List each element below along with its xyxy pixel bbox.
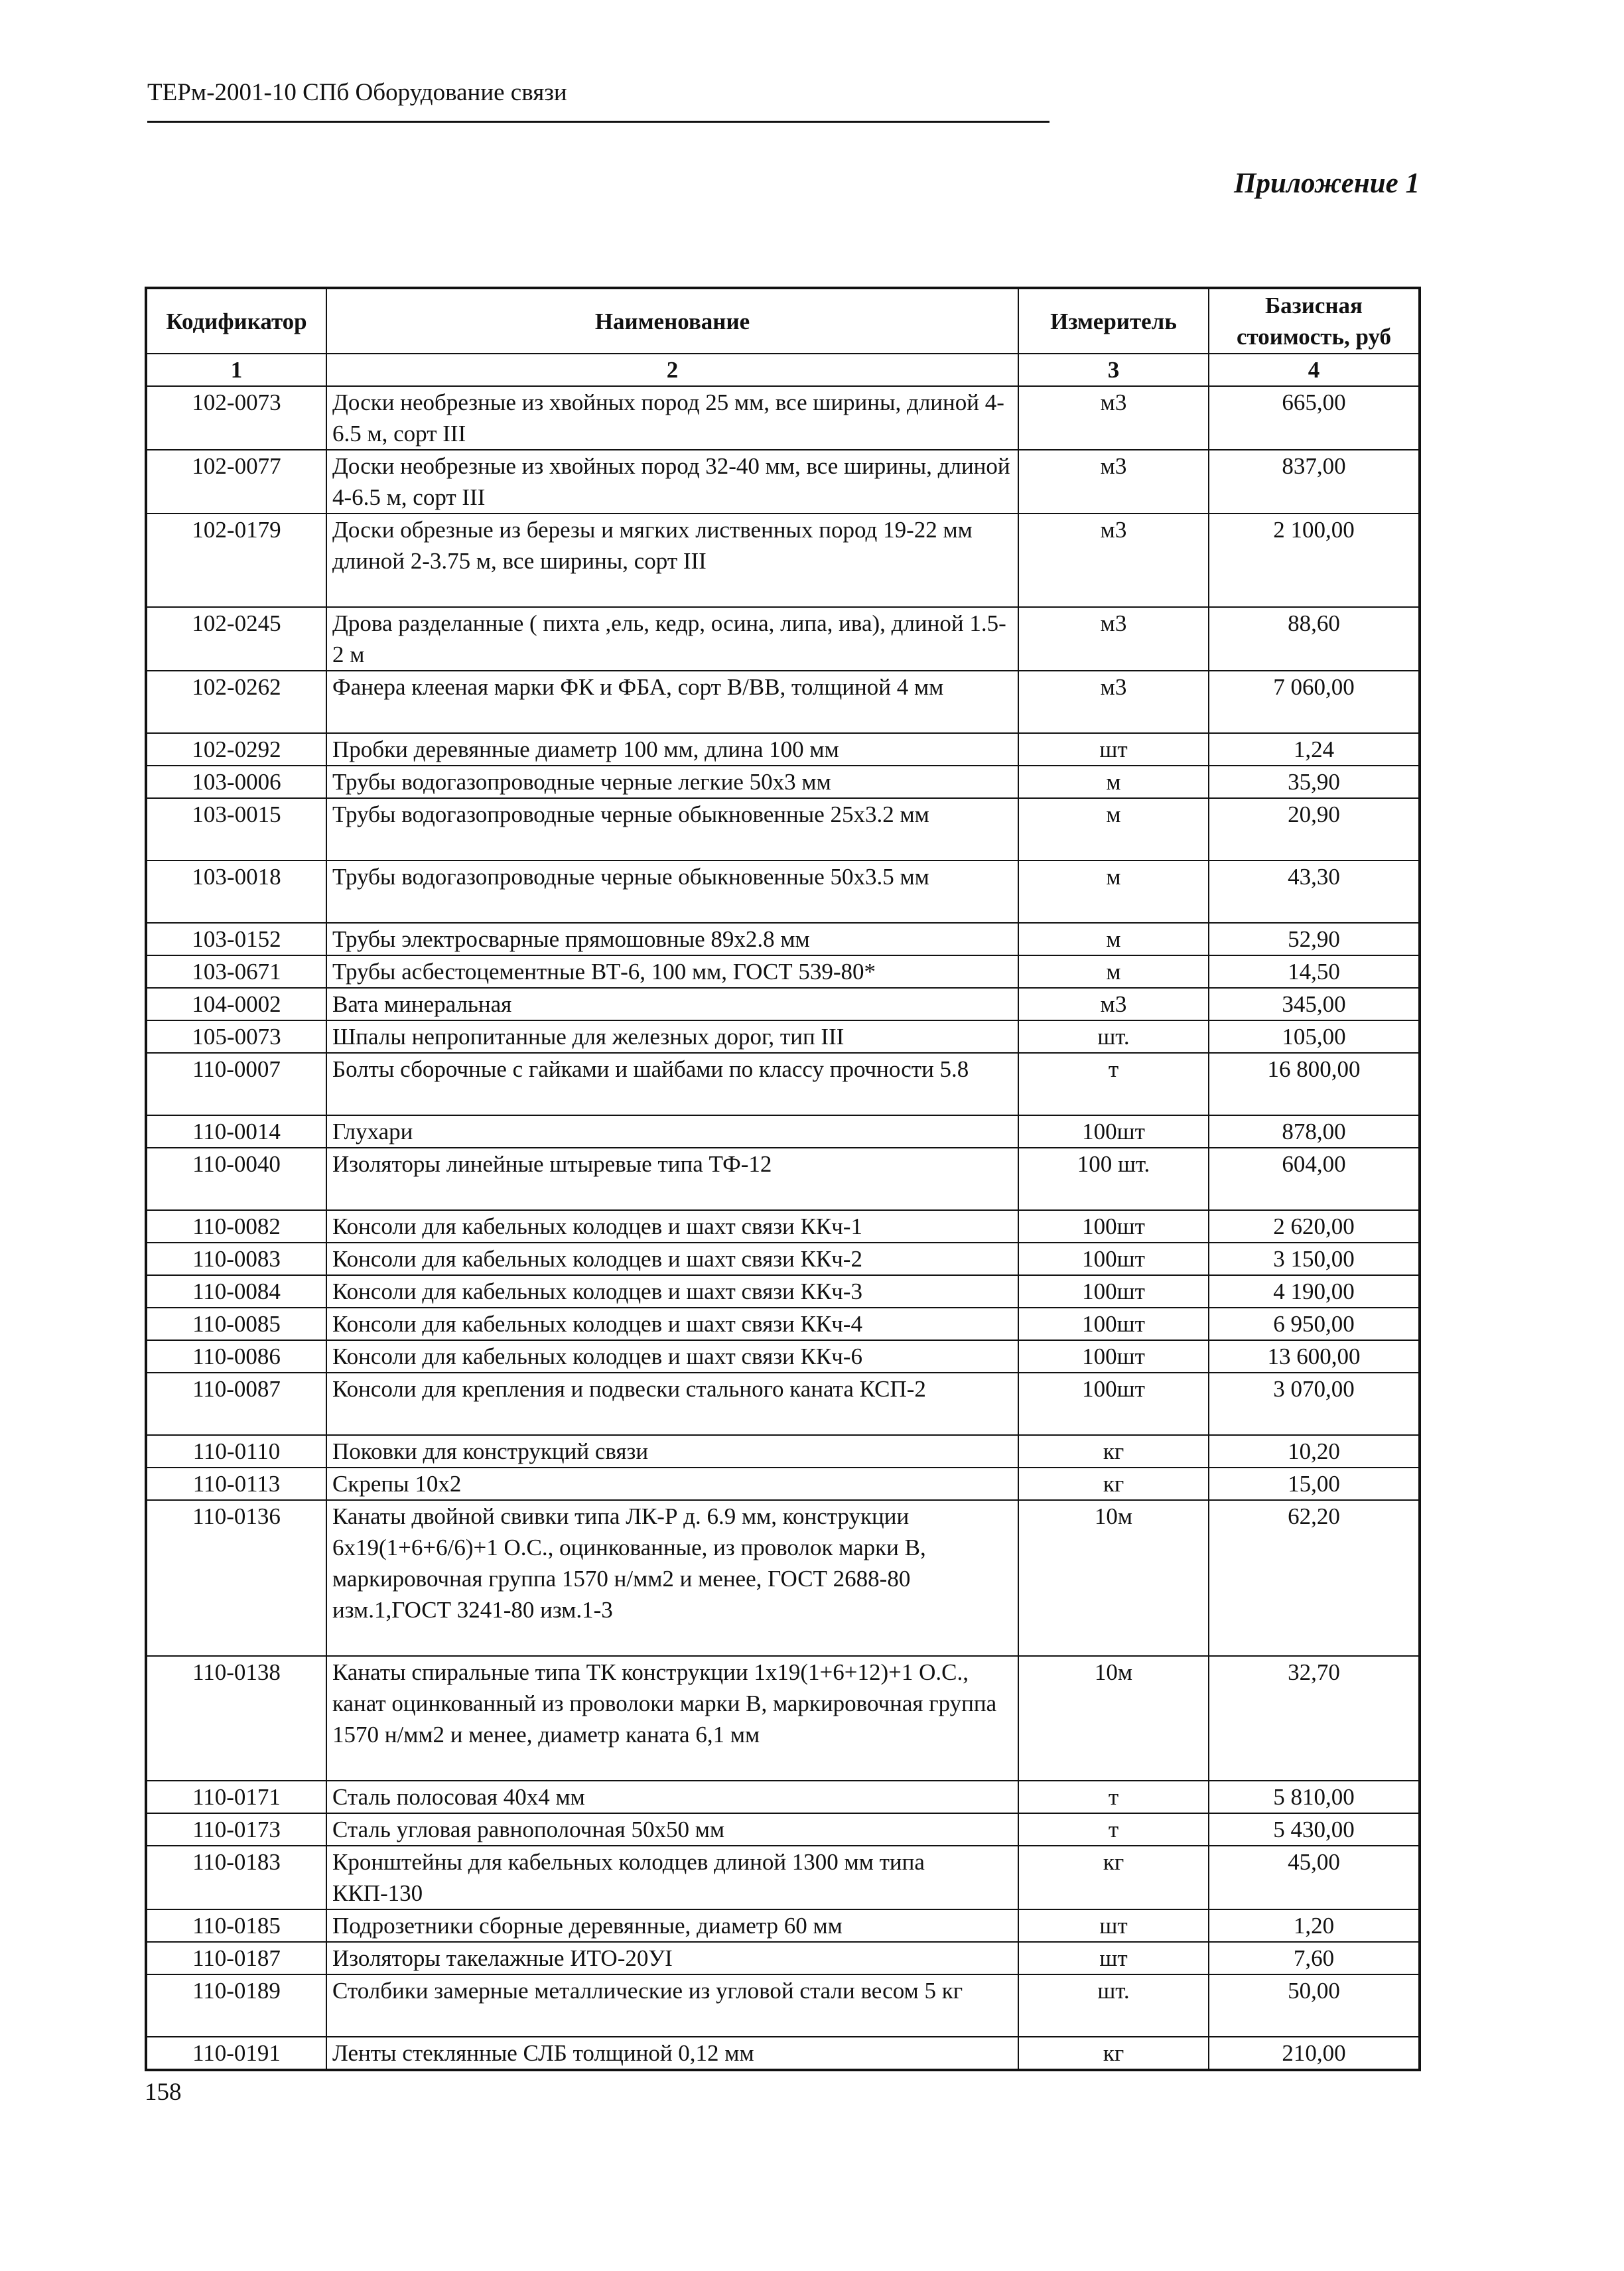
row-code-cell: 110-0183 bbox=[146, 1846, 326, 1909]
row-cost-cell: 1,20 bbox=[1209, 1909, 1420, 1942]
row-cost-cell: 10,20 bbox=[1209, 1435, 1420, 1468]
table-row bbox=[146, 1340, 1420, 1373]
row-cost-cell: 3 150,00 bbox=[1209, 1243, 1420, 1275]
column-header-name: Наименование bbox=[326, 288, 1018, 354]
row-cost-cell: 2 100,00 bbox=[1209, 514, 1420, 607]
row-name-cell: Изоляторы такелажные ИТО-20УI bbox=[326, 1942, 1018, 1974]
table-row bbox=[146, 1373, 1420, 1435]
table-row bbox=[146, 1053, 1420, 1115]
row-unit-cell: 100 шт. bbox=[1018, 1148, 1209, 1210]
table-row bbox=[146, 1020, 1420, 1053]
row-name-cell: Доски необрезные из хвойных пород 32-40 мм, все ширины, длиной 4-6.5 м, сорт III bbox=[326, 450, 1018, 514]
table-row bbox=[146, 1974, 1420, 2037]
table-row bbox=[146, 450, 1420, 514]
table-row bbox=[146, 1500, 1420, 1656]
row-unit-cell: 100шт bbox=[1018, 1340, 1209, 1373]
row-cost-cell: 88,60 bbox=[1209, 607, 1420, 671]
row-cost-cell: 32,70 bbox=[1209, 1656, 1420, 1781]
row-name-cell: Столбики замерные металлические из угловой стали весом 5 кг bbox=[326, 1974, 1018, 2037]
row-cost-cell: 878,00 bbox=[1209, 1115, 1420, 1148]
row-cost-cell: 13 600,00 bbox=[1209, 1340, 1420, 1373]
document-header: ТЕРм-2001-10 СПб Оборудование связи bbox=[147, 78, 1049, 123]
row-code-cell: 102-0245 bbox=[146, 607, 326, 671]
row-cost-cell: 665,00 bbox=[1209, 386, 1420, 450]
row-code-cell: 110-0084 bbox=[146, 1275, 326, 1308]
row-unit-cell: кг bbox=[1018, 1846, 1209, 1909]
row-unit-cell: 100шт bbox=[1018, 1210, 1209, 1243]
table-row bbox=[146, 798, 1420, 860]
row-code-cell: 110-0007 bbox=[146, 1053, 326, 1115]
row-unit-cell: м bbox=[1018, 860, 1209, 923]
row-unit-cell: 100шт bbox=[1018, 1373, 1209, 1435]
row-code-cell: 110-0086 bbox=[146, 1340, 326, 1373]
table-row bbox=[146, 671, 1420, 733]
row-code-cell: 110-0185 bbox=[146, 1909, 326, 1942]
table-row bbox=[146, 607, 1420, 671]
row-name-cell: Сталь угловая равнополочная 50х50 мм bbox=[326, 1813, 1018, 1846]
row-code-cell: 110-0083 bbox=[146, 1243, 326, 1275]
row-name-cell: Изоляторы линейные штыревые типа ТФ-12 bbox=[326, 1148, 1018, 1210]
row-name-cell: Трубы асбестоцементные ВТ-6, 100 мм, ГОСТ 539-80* bbox=[326, 955, 1018, 988]
row-unit-cell: т bbox=[1018, 1053, 1209, 1115]
row-code-cell: 110-0173 bbox=[146, 1813, 326, 1846]
row-unit-cell: 100шт bbox=[1018, 1308, 1209, 1340]
row-cost-cell: 52,90 bbox=[1209, 923, 1420, 955]
row-unit-cell: шт bbox=[1018, 1909, 1209, 1942]
row-unit-cell: шт. bbox=[1018, 1020, 1209, 1053]
row-code-cell: 110-0087 bbox=[146, 1373, 326, 1435]
row-name-cell: Доски необрезные из хвойных пород 25 мм, все ширины, длиной 4-6.5 м, сорт III bbox=[326, 386, 1018, 450]
row-name-cell: Ленты стеклянные СЛБ толщиной 0,12 мм bbox=[326, 2037, 1018, 2070]
table-body bbox=[146, 386, 1420, 2070]
row-cost-cell: 5 430,00 bbox=[1209, 1813, 1420, 1846]
row-unit-cell: м bbox=[1018, 798, 1209, 860]
table-row bbox=[146, 1243, 1420, 1275]
row-code-cell: 110-0110 bbox=[146, 1435, 326, 1468]
table-row bbox=[146, 1435, 1420, 1468]
column-number: 2 bbox=[326, 354, 1018, 386]
table-row bbox=[146, 955, 1420, 988]
table-row bbox=[146, 860, 1420, 923]
row-cost-cell: 62,20 bbox=[1209, 1500, 1420, 1656]
row-cost-cell: 1,24 bbox=[1209, 733, 1420, 766]
table-row bbox=[146, 766, 1420, 798]
row-name-cell: Глухари bbox=[326, 1115, 1018, 1148]
column-number: 4 bbox=[1209, 354, 1420, 386]
table-row bbox=[146, 1275, 1420, 1308]
row-unit-cell: 10м bbox=[1018, 1500, 1209, 1656]
table-row bbox=[146, 733, 1420, 766]
column-header-cost: Базисная стоимость, руб bbox=[1209, 288, 1420, 354]
row-name-cell: Болты сборочные с гайками и шайбами по классу прочности 5.8 bbox=[326, 1053, 1018, 1115]
row-cost-cell: 7 060,00 bbox=[1209, 671, 1420, 733]
page-number: 158 bbox=[145, 2079, 182, 2106]
table-row bbox=[146, 1148, 1420, 1210]
row-name-cell: Консоли для кабельных колодцев и шахт связи ККч-2 bbox=[326, 1243, 1018, 1275]
row-name-cell: Трубы водогазопроводные черные легкие 50х3 мм bbox=[326, 766, 1018, 798]
row-cost-cell: 15,00 bbox=[1209, 1468, 1420, 1500]
row-code-cell: 110-0189 bbox=[146, 1974, 326, 2037]
row-cost-cell: 4 190,00 bbox=[1209, 1275, 1420, 1308]
row-cost-cell: 45,00 bbox=[1209, 1846, 1420, 1909]
row-code-cell: 102-0292 bbox=[146, 733, 326, 766]
row-code-cell: 102-0077 bbox=[146, 450, 326, 514]
table-row bbox=[146, 923, 1420, 955]
appendix-label: Приложение 1 bbox=[1234, 168, 1420, 199]
row-cost-cell: 604,00 bbox=[1209, 1148, 1420, 1210]
row-cost-cell: 50,00 bbox=[1209, 1974, 1420, 2037]
row-cost-cell: 43,30 bbox=[1209, 860, 1420, 923]
row-name-cell: Доски обрезные из березы и мягких лиственных пород 19-22 мм длиной 2-3.75 м, все ширины, сорт III bbox=[326, 514, 1018, 607]
table-row bbox=[146, 386, 1420, 450]
row-cost-cell: 5 810,00 bbox=[1209, 1781, 1420, 1813]
price-table bbox=[145, 287, 1421, 2071]
row-name-cell: Консоли для кабельных колодцев и шахт связи ККч-6 bbox=[326, 1340, 1018, 1373]
row-cost-cell: 6 950,00 bbox=[1209, 1308, 1420, 1340]
row-unit-cell: шт bbox=[1018, 733, 1209, 766]
row-unit-cell: м bbox=[1018, 766, 1209, 798]
row-cost-cell: 837,00 bbox=[1209, 450, 1420, 514]
row-name-cell: Консоли для крепления и подвески стального каната КСП-2 bbox=[326, 1373, 1018, 1435]
row-unit-cell: м3 bbox=[1018, 450, 1209, 514]
row-code-cell: 110-0040 bbox=[146, 1148, 326, 1210]
row-code-cell: 104-0002 bbox=[146, 988, 326, 1020]
row-cost-cell: 105,00 bbox=[1209, 1020, 1420, 1053]
row-code-cell: 110-0138 bbox=[146, 1656, 326, 1781]
row-code-cell: 103-0018 bbox=[146, 860, 326, 923]
row-name-cell: Сталь полосовая 40х4 мм bbox=[326, 1781, 1018, 1813]
table-row bbox=[146, 1656, 1420, 1781]
row-unit-cell: шт. bbox=[1018, 1974, 1209, 2037]
row-name-cell: Трубы водогазопроводные черные обыкновенные 25х3.2 мм bbox=[326, 798, 1018, 860]
table-row bbox=[146, 988, 1420, 1020]
row-code-cell: 110-0171 bbox=[146, 1781, 326, 1813]
table-row bbox=[146, 1909, 1420, 1942]
row-name-cell: Консоли для кабельных колодцев и шахт связи ККч-1 bbox=[326, 1210, 1018, 1243]
row-code-cell: 110-0187 bbox=[146, 1942, 326, 1974]
row-unit-cell: 10м bbox=[1018, 1656, 1209, 1781]
row-cost-cell: 35,90 bbox=[1209, 766, 1420, 798]
row-unit-cell: т bbox=[1018, 1781, 1209, 1813]
row-name-cell: Пробки деревянные диаметр 100 мм, длина 100 мм bbox=[326, 733, 1018, 766]
row-unit-cell: м3 bbox=[1018, 988, 1209, 1020]
table-row bbox=[146, 1210, 1420, 1243]
row-cost-cell: 14,50 bbox=[1209, 955, 1420, 988]
row-unit-cell: 100шт bbox=[1018, 1115, 1209, 1148]
row-code-cell: 110-0082 bbox=[146, 1210, 326, 1243]
column-number-row bbox=[146, 354, 1420, 386]
row-unit-cell: м3 bbox=[1018, 671, 1209, 733]
row-code-cell: 103-0152 bbox=[146, 923, 326, 955]
row-unit-cell: кг bbox=[1018, 2037, 1209, 2070]
row-name-cell: Трубы водогазопроводные черные обыкновенные 50х3.5 мм bbox=[326, 860, 1018, 923]
row-name-cell: Консоли для кабельных колодцев и шахт связи ККч-3 bbox=[326, 1275, 1018, 1308]
row-name-cell: Шпалы непропитанные для железных дорог, тип III bbox=[326, 1020, 1018, 1053]
row-name-cell: Вата минеральная bbox=[326, 988, 1018, 1020]
row-code-cell: 110-0014 bbox=[146, 1115, 326, 1148]
row-unit-cell: кг bbox=[1018, 1435, 1209, 1468]
row-code-cell: 110-0136 bbox=[146, 1500, 326, 1656]
row-unit-cell: м3 bbox=[1018, 386, 1209, 450]
row-cost-cell: 20,90 bbox=[1209, 798, 1420, 860]
row-unit-cell: 100шт bbox=[1018, 1243, 1209, 1275]
row-cost-cell: 345,00 bbox=[1209, 988, 1420, 1020]
row-unit-cell: м3 bbox=[1018, 607, 1209, 671]
row-unit-cell: м bbox=[1018, 955, 1209, 988]
row-cost-cell: 3 070,00 bbox=[1209, 1373, 1420, 1435]
row-cost-cell: 2 620,00 bbox=[1209, 1210, 1420, 1243]
row-name-cell: Кронштейны для кабельных колодцев длиной 1300 мм типа ККП-130 bbox=[326, 1846, 1018, 1909]
row-code-cell: 103-0006 bbox=[146, 766, 326, 798]
column-header-unit: Измеритель bbox=[1018, 288, 1209, 354]
column-header-code: Кодификатор bbox=[146, 288, 326, 354]
row-name-cell: Канаты двойной свивки типа ЛК-Р д. 6.9 мм, конструкции 6х19(1+6+6/6)+1 О.С., оцинкованные, из проволок марки В, маркировочная группа 1570 н/мм2 и менее, ГОСТ 2688-80 изм.1,ГОСТ 3241-80 изм.1-3 bbox=[326, 1500, 1018, 1656]
table-row bbox=[146, 2037, 1420, 2070]
table-row bbox=[146, 514, 1420, 607]
row-code-cell: 103-0015 bbox=[146, 798, 326, 860]
row-name-cell: Канаты спиральные типа ТК конструкции 1х19(1+6+12)+1 О.С., канат оцинкованный из проволоки марки В, маркировочная группа 1570 н/мм2 и менее, диаметр каната 6,1 мм bbox=[326, 1656, 1018, 1781]
row-code-cell: 103-0671 bbox=[146, 955, 326, 988]
column-number: 3 bbox=[1018, 354, 1209, 386]
row-code-cell: 110-0113 bbox=[146, 1468, 326, 1500]
table-header-row bbox=[146, 288, 1420, 354]
table-row bbox=[146, 1115, 1420, 1148]
row-code-cell: 102-0073 bbox=[146, 386, 326, 450]
row-name-cell: Скрепы 10х2 bbox=[326, 1468, 1018, 1500]
row-cost-cell: 210,00 bbox=[1209, 2037, 1420, 2070]
row-name-cell: Дрова разделанные ( пихта ,ель, кедр, осина, липа, ива), длиной 1.5-2 м bbox=[326, 607, 1018, 671]
table-row bbox=[146, 1942, 1420, 1974]
row-unit-cell: шт bbox=[1018, 1942, 1209, 1974]
row-code-cell: 110-0191 bbox=[146, 2037, 326, 2070]
row-unit-cell: кг bbox=[1018, 1468, 1209, 1500]
row-code-cell: 102-0262 bbox=[146, 671, 326, 733]
table-row bbox=[146, 1813, 1420, 1846]
row-name-cell: Трубы электросварные прямошовные 89х2.8 мм bbox=[326, 923, 1018, 955]
table-row bbox=[146, 1468, 1420, 1500]
table-row bbox=[146, 1846, 1420, 1909]
row-name-cell: Подрозетники сборные деревянные, диаметр 60 мм bbox=[326, 1909, 1018, 1942]
row-name-cell: Фанера клееная марки ФК и ФБА, сорт В/ВВ, толщиной 4 мм bbox=[326, 671, 1018, 733]
row-name-cell: Консоли для кабельных колодцев и шахт связи ККч-4 bbox=[326, 1308, 1018, 1340]
row-code-cell: 102-0179 bbox=[146, 514, 326, 607]
row-cost-cell: 7,60 bbox=[1209, 1942, 1420, 1974]
row-cost-cell: 16 800,00 bbox=[1209, 1053, 1420, 1115]
row-code-cell: 110-0085 bbox=[146, 1308, 326, 1340]
row-code-cell: 105-0073 bbox=[146, 1020, 326, 1053]
row-name-cell: Поковки для конструкций связи bbox=[326, 1435, 1018, 1468]
table-row bbox=[146, 1308, 1420, 1340]
row-unit-cell: т bbox=[1018, 1813, 1209, 1846]
row-unit-cell: 100шт bbox=[1018, 1275, 1209, 1308]
column-number: 1 bbox=[146, 354, 326, 386]
row-unit-cell: м bbox=[1018, 923, 1209, 955]
table-row bbox=[146, 1781, 1420, 1813]
row-unit-cell: м3 bbox=[1018, 514, 1209, 607]
